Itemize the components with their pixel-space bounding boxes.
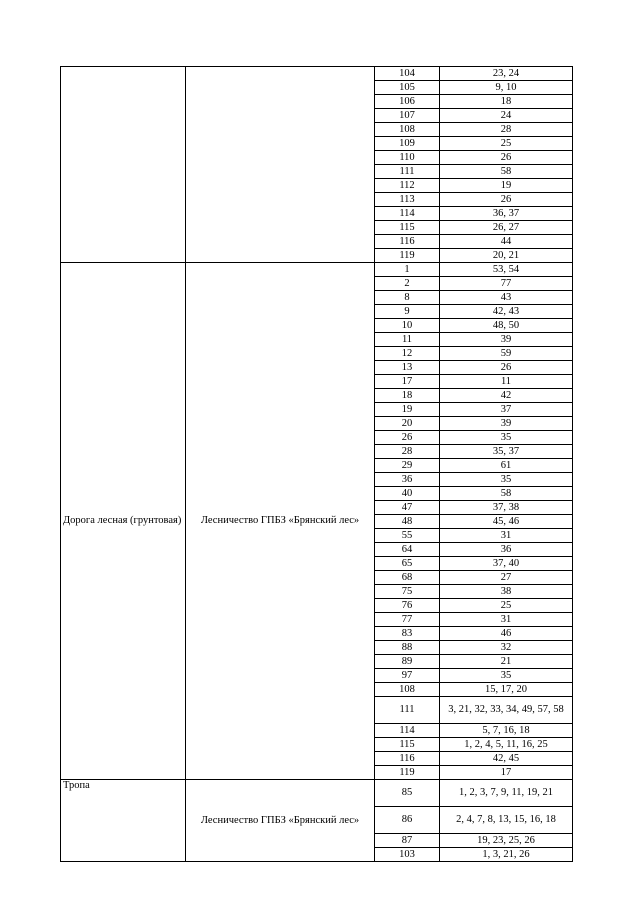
- quarter-number-cell: 26: [375, 431, 440, 445]
- quarter-number-cell: 103: [375, 848, 440, 862]
- allotment-numbers-cell: 58: [440, 487, 573, 501]
- quarter-number-cell: 114: [375, 724, 440, 738]
- table-row: [61, 263, 573, 277]
- allotment-numbers-cell: 45, 46: [440, 515, 573, 529]
- allotment-numbers-cell: 3, 21, 32, 33, 34, 49, 57, 58: [440, 697, 573, 724]
- allotment-numbers-cell: 26: [440, 151, 573, 165]
- quarter-number-cell: 83: [375, 627, 440, 641]
- quarter-number-cell: 109: [375, 137, 440, 151]
- quarter-number-cell: 86: [375, 807, 440, 834]
- allotment-numbers-cell: 35: [440, 431, 573, 445]
- category-cell: [61, 67, 186, 263]
- allotment-numbers-cell: 42, 45: [440, 752, 573, 766]
- quarter-number-cell: 1: [375, 263, 440, 277]
- quarter-number-cell: 47: [375, 501, 440, 515]
- quarter-number-cell: 87: [375, 834, 440, 848]
- quarter-number-cell: 107: [375, 109, 440, 123]
- allotment-numbers-cell: 1, 3, 21, 26: [440, 848, 573, 862]
- allotment-numbers-cell: 32: [440, 641, 573, 655]
- allotment-numbers-cell: 24: [440, 109, 573, 123]
- allotment-numbers-cell: 42: [440, 389, 573, 403]
- quarter-number-cell: 119: [375, 249, 440, 263]
- allotment-numbers-cell: 31: [440, 529, 573, 543]
- quarter-number-cell: 115: [375, 738, 440, 752]
- allotment-numbers-cell: 48, 50: [440, 319, 573, 333]
- table-row: [61, 780, 573, 807]
- allotment-numbers-cell: 31: [440, 613, 573, 627]
- quarter-number-cell: 119: [375, 766, 440, 780]
- quarter-number-cell: 65: [375, 557, 440, 571]
- allotment-numbers-cell: 46: [440, 627, 573, 641]
- forestry-cell: [186, 67, 375, 263]
- forestry-cell: Лесничество ГПБЗ «Брянский лес»: [186, 780, 375, 862]
- quarter-number-cell: 85: [375, 780, 440, 807]
- quarter-number-cell: 10: [375, 319, 440, 333]
- allotment-numbers-cell: 37, 38: [440, 501, 573, 515]
- allotment-numbers-cell: 25: [440, 137, 573, 151]
- allotment-numbers-cell: 19: [440, 179, 573, 193]
- allotment-numbers-cell: 26, 27: [440, 221, 573, 235]
- quarter-number-cell: 76: [375, 599, 440, 613]
- quarter-number-cell: 8: [375, 291, 440, 305]
- allotment-numbers-cell: 35: [440, 669, 573, 683]
- quarter-number-cell: 55: [375, 529, 440, 543]
- allotment-numbers-cell: 9, 10: [440, 81, 573, 95]
- quarter-number-cell: 75: [375, 585, 440, 599]
- quarter-number-cell: 48: [375, 515, 440, 529]
- allotment-numbers-cell: 53, 54: [440, 263, 573, 277]
- allotment-numbers-cell: 27: [440, 571, 573, 585]
- allotment-numbers-cell: 26: [440, 193, 573, 207]
- quarter-number-cell: 88: [375, 641, 440, 655]
- quarter-number-cell: 40: [375, 487, 440, 501]
- allotment-numbers-cell: 5, 7, 16, 18: [440, 724, 573, 738]
- quarter-number-cell: 17: [375, 375, 440, 389]
- allotment-numbers-cell: 36: [440, 543, 573, 557]
- quarter-number-cell: 36: [375, 473, 440, 487]
- allotment-numbers-cell: 77: [440, 277, 573, 291]
- quarter-number-cell: 111: [375, 165, 440, 179]
- quarter-number-cell: 112: [375, 179, 440, 193]
- quarter-number-cell: 111: [375, 697, 440, 724]
- quarter-number-cell: 115: [375, 221, 440, 235]
- quarter-number-cell: 18: [375, 389, 440, 403]
- allotment-numbers-cell: 37, 40: [440, 557, 573, 571]
- quarter-number-cell: 108: [375, 123, 440, 137]
- allotment-numbers-cell: 35, 37: [440, 445, 573, 459]
- quarter-number-cell: 113: [375, 193, 440, 207]
- forest-objects-table: [60, 66, 573, 862]
- allotment-numbers-cell: 59: [440, 347, 573, 361]
- allotment-numbers-cell: 1, 2, 4, 5, 11, 16, 25: [440, 738, 573, 752]
- quarter-number-cell: 19: [375, 403, 440, 417]
- quarter-number-cell: 108: [375, 683, 440, 697]
- table-row: [61, 67, 573, 81]
- quarter-number-cell: 2: [375, 277, 440, 291]
- quarter-number-cell: 12: [375, 347, 440, 361]
- category-cell: Тропа: [61, 780, 186, 862]
- quarter-number-cell: 105: [375, 81, 440, 95]
- allotment-numbers-cell: 38: [440, 585, 573, 599]
- allotment-numbers-cell: 11: [440, 375, 573, 389]
- quarter-number-cell: 104: [375, 67, 440, 81]
- quarter-number-cell: 114: [375, 207, 440, 221]
- allotment-numbers-cell: 61: [440, 459, 573, 473]
- allotment-numbers-cell: 17: [440, 766, 573, 780]
- allotment-numbers-cell: 19, 23, 25, 26: [440, 834, 573, 848]
- allotment-numbers-cell: 23, 24: [440, 67, 573, 81]
- allotment-numbers-cell: 42, 43: [440, 305, 573, 319]
- allotment-numbers-cell: 25: [440, 599, 573, 613]
- quarter-number-cell: 11: [375, 333, 440, 347]
- quarter-number-cell: 20: [375, 417, 440, 431]
- quarter-number-cell: 116: [375, 235, 440, 249]
- quarter-number-cell: 106: [375, 95, 440, 109]
- allotment-numbers-cell: 37: [440, 403, 573, 417]
- allotment-numbers-cell: 21: [440, 655, 573, 669]
- allotment-numbers-cell: 15, 17, 20: [440, 683, 573, 697]
- allotment-numbers-cell: 20, 21: [440, 249, 573, 263]
- allotment-numbers-cell: 1, 2, 3, 7, 9, 11, 19, 21: [440, 780, 573, 807]
- allotment-numbers-cell: 26: [440, 361, 573, 375]
- quarter-number-cell: 77: [375, 613, 440, 627]
- allotment-numbers-cell: 36, 37: [440, 207, 573, 221]
- forestry-cell: Лесничество ГПБЗ «Брянский лес»: [186, 263, 375, 780]
- quarter-number-cell: 110: [375, 151, 440, 165]
- category-cell: Дорога лесная (грунтовая): [61, 263, 186, 780]
- allotment-numbers-cell: 44: [440, 235, 573, 249]
- quarter-number-cell: 13: [375, 361, 440, 375]
- table-body: [61, 67, 573, 862]
- quarter-number-cell: 68: [375, 571, 440, 585]
- quarter-number-cell: 89: [375, 655, 440, 669]
- allotment-numbers-cell: 58: [440, 165, 573, 179]
- allotment-numbers-cell: 39: [440, 333, 573, 347]
- allotment-numbers-cell: 39: [440, 417, 573, 431]
- quarter-number-cell: 9: [375, 305, 440, 319]
- quarter-number-cell: 97: [375, 669, 440, 683]
- allotment-numbers-cell: 43: [440, 291, 573, 305]
- quarter-number-cell: 28: [375, 445, 440, 459]
- quarter-number-cell: 116: [375, 752, 440, 766]
- allotment-numbers-cell: 28: [440, 123, 573, 137]
- quarter-number-cell: 64: [375, 543, 440, 557]
- allotment-numbers-cell: 2, 4, 7, 8, 13, 15, 16, 18: [440, 807, 573, 834]
- allotment-numbers-cell: 18: [440, 95, 573, 109]
- quarter-number-cell: 29: [375, 459, 440, 473]
- allotment-numbers-cell: 35: [440, 473, 573, 487]
